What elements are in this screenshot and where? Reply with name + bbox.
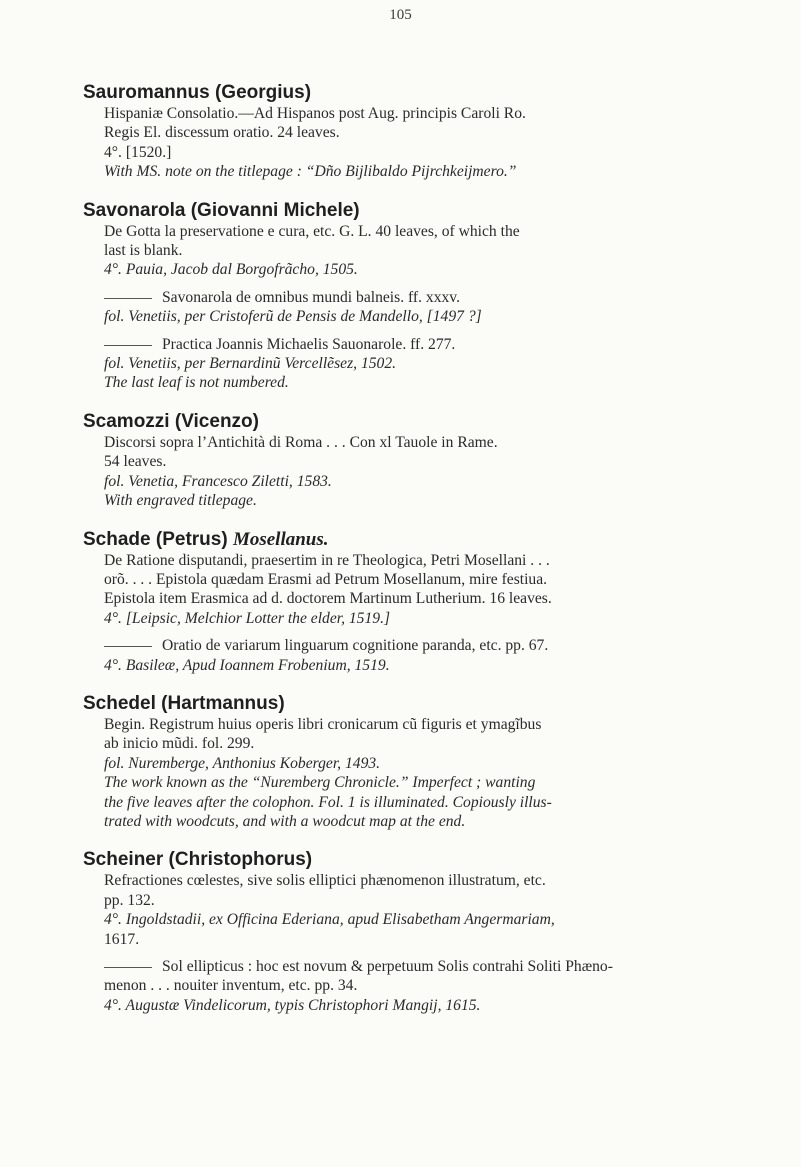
entry-line: Hispaniæ Consolatio.—Ad Hispanos post Aug. principis Caroli Ro.	[104, 105, 526, 122]
author-heading	[83, 693, 763, 715]
entry-schedel	[83, 693, 763, 831]
author-surname: Savonarola	[83, 199, 186, 221]
author-forename: (Georgius)	[209, 82, 312, 103]
author-surname: Schade	[83, 528, 151, 550]
sub-entry	[104, 288, 763, 327]
entry-line: pp. 132.	[104, 891, 155, 909]
entry-line: 54 leaves.	[104, 453, 167, 471]
entry-imprint: 4°. Ingoldstadii, ex Officina Ederiana, apud Elisabetham Angermariam,	[104, 911, 555, 929]
entry-line: ab inicio mũdi. fol. 299.	[104, 735, 255, 753]
author-surname: Sauromannus	[83, 82, 210, 103]
entry-line: last is blank.	[104, 242, 183, 260]
sub-entry	[104, 957, 763, 1015]
entry-line: Epistola item Erasmica ad d. doctorem Martinum Lutherium. 16 leaves.	[104, 590, 552, 608]
author-heading	[83, 200, 763, 222]
entry-line: Practica Joannis Michaelis Sauonarole. ff. 277.	[104, 335, 763, 354]
entry-note: the five leaves after the colophon. Fol. 1 is illuminated. Copiously illus-	[104, 793, 552, 811]
entry-line: orõ. . . . Epistola quædam Erasmi ad Petrum Mosellanum, mire festiua.	[104, 570, 548, 588]
entry-imprint: 4°. Pauia, Jacob dal Borgofrãcho, 1505.	[104, 261, 358, 279]
author-heading	[83, 411, 763, 433]
entry-line: De Ratione disputandi, praesertim in re Theologica, Petri Mosellani . . .	[104, 551, 550, 569]
ditto-rule	[104, 646, 152, 647]
entry-line: 1617.	[104, 930, 140, 948]
entry-imprint: fol. Venetia, Francesco Ziletti, 1583.	[104, 472, 332, 490]
entry-note: The work known as the “Nuremberg Chronicle.” Imperfect ; wanting	[104, 774, 536, 792]
author-forename: (Christophorus)	[163, 849, 313, 871]
author-surname: Schedel	[83, 692, 156, 714]
entry-note: The last leaf is not numbered.	[104, 374, 289, 392]
entry-line: Begin. Registrum huius operis libri cronicarum cũ figuris et ymagĩbus	[104, 715, 542, 733]
entry-imprint: 4°. [Leipsic, Melchior Lotter the elder, 1519.]	[104, 609, 391, 627]
entry-savonarola	[83, 200, 763, 393]
author-heading	[83, 849, 763, 871]
entry-line: Sol ellipticus : hoc est novum & perpetuum Solis contrahi Soliti Phæno-	[104, 957, 763, 976]
entry-line: Regis El. discessum oratio. 24 leaves.	[104, 124, 340, 142]
entry-line: 4°. [1520.]	[104, 143, 172, 161]
author-surname: Scamozzi	[83, 410, 170, 432]
ditto-rule	[104, 298, 152, 299]
entry-line: Refractiones cœlestes, sive solis elliptici phænomenon illustratum, etc.	[104, 872, 546, 890]
sub-entry	[104, 335, 763, 393]
entry-line: Savonarola de omnibus mundi balneis. ff. xxxv.	[104, 288, 763, 307]
entry-note: With MS. note on the titlepage : “Dño Bijlibaldo Pijrchkeijmero.”	[104, 163, 517, 181]
author-forename: (Vicenzo)	[169, 410, 259, 432]
entry-imprint: fol. Nuremberge, Anthonius Koberger, 1493.	[104, 754, 381, 772]
entry-imprint: 4°. Basileæ, Apud Ioannem Frobenium, 1519.	[104, 656, 390, 674]
author-epithet: Mosellanus.	[232, 528, 329, 550]
catalogue-entries	[83, 82, 763, 1033]
author-heading	[83, 529, 763, 551]
author-forename: (Petrus)	[150, 528, 233, 550]
entry-imprint: 4°. Augustæ Vindelicorum, typis Christophori Mangij, 1615.	[104, 996, 481, 1014]
ditto-rule	[104, 345, 152, 346]
entry-scamozzi	[83, 411, 763, 511]
author-heading	[83, 82, 763, 104]
ditto-rule	[104, 967, 152, 968]
entry-line: Oratio de variarum linguarum cognitione paranda, etc. pp. 67.	[104, 636, 763, 655]
entry-note: With engraved titlepage.	[104, 492, 257, 510]
entry-imprint: fol. Venetiis, per Bernardinũ Vercellẽsez, 1502.	[104, 355, 397, 373]
author-forename: (Giovanni Michele)	[185, 199, 360, 221]
author-forename: (Hartmannus)	[155, 692, 285, 714]
sub-entry	[104, 636, 763, 675]
entry-sauromannus	[83, 82, 763, 182]
entry-note: trated with woodcuts, and with a woodcut map at the end.	[104, 812, 466, 830]
entry-schade	[83, 529, 763, 675]
entry-imprint: fol. Venetiis, per Cristoferũ de Pensis de Mandello, [1497 ?]	[104, 308, 482, 326]
author-surname: Scheiner	[83, 849, 164, 871]
entry-line: menon . . . nouiter inventum, etc. pp. 34.	[104, 977, 358, 995]
page-number: 105	[389, 7, 412, 23]
entry-line: Discorsi sopra l’Antichità di Roma . . . Con xl Tauole in Rame.	[104, 433, 498, 451]
entry-line: De Gotta la preservatione e cura, etc. G. L. 40 leaves, of which the	[104, 222, 520, 240]
entry-scheiner	[83, 849, 763, 1015]
